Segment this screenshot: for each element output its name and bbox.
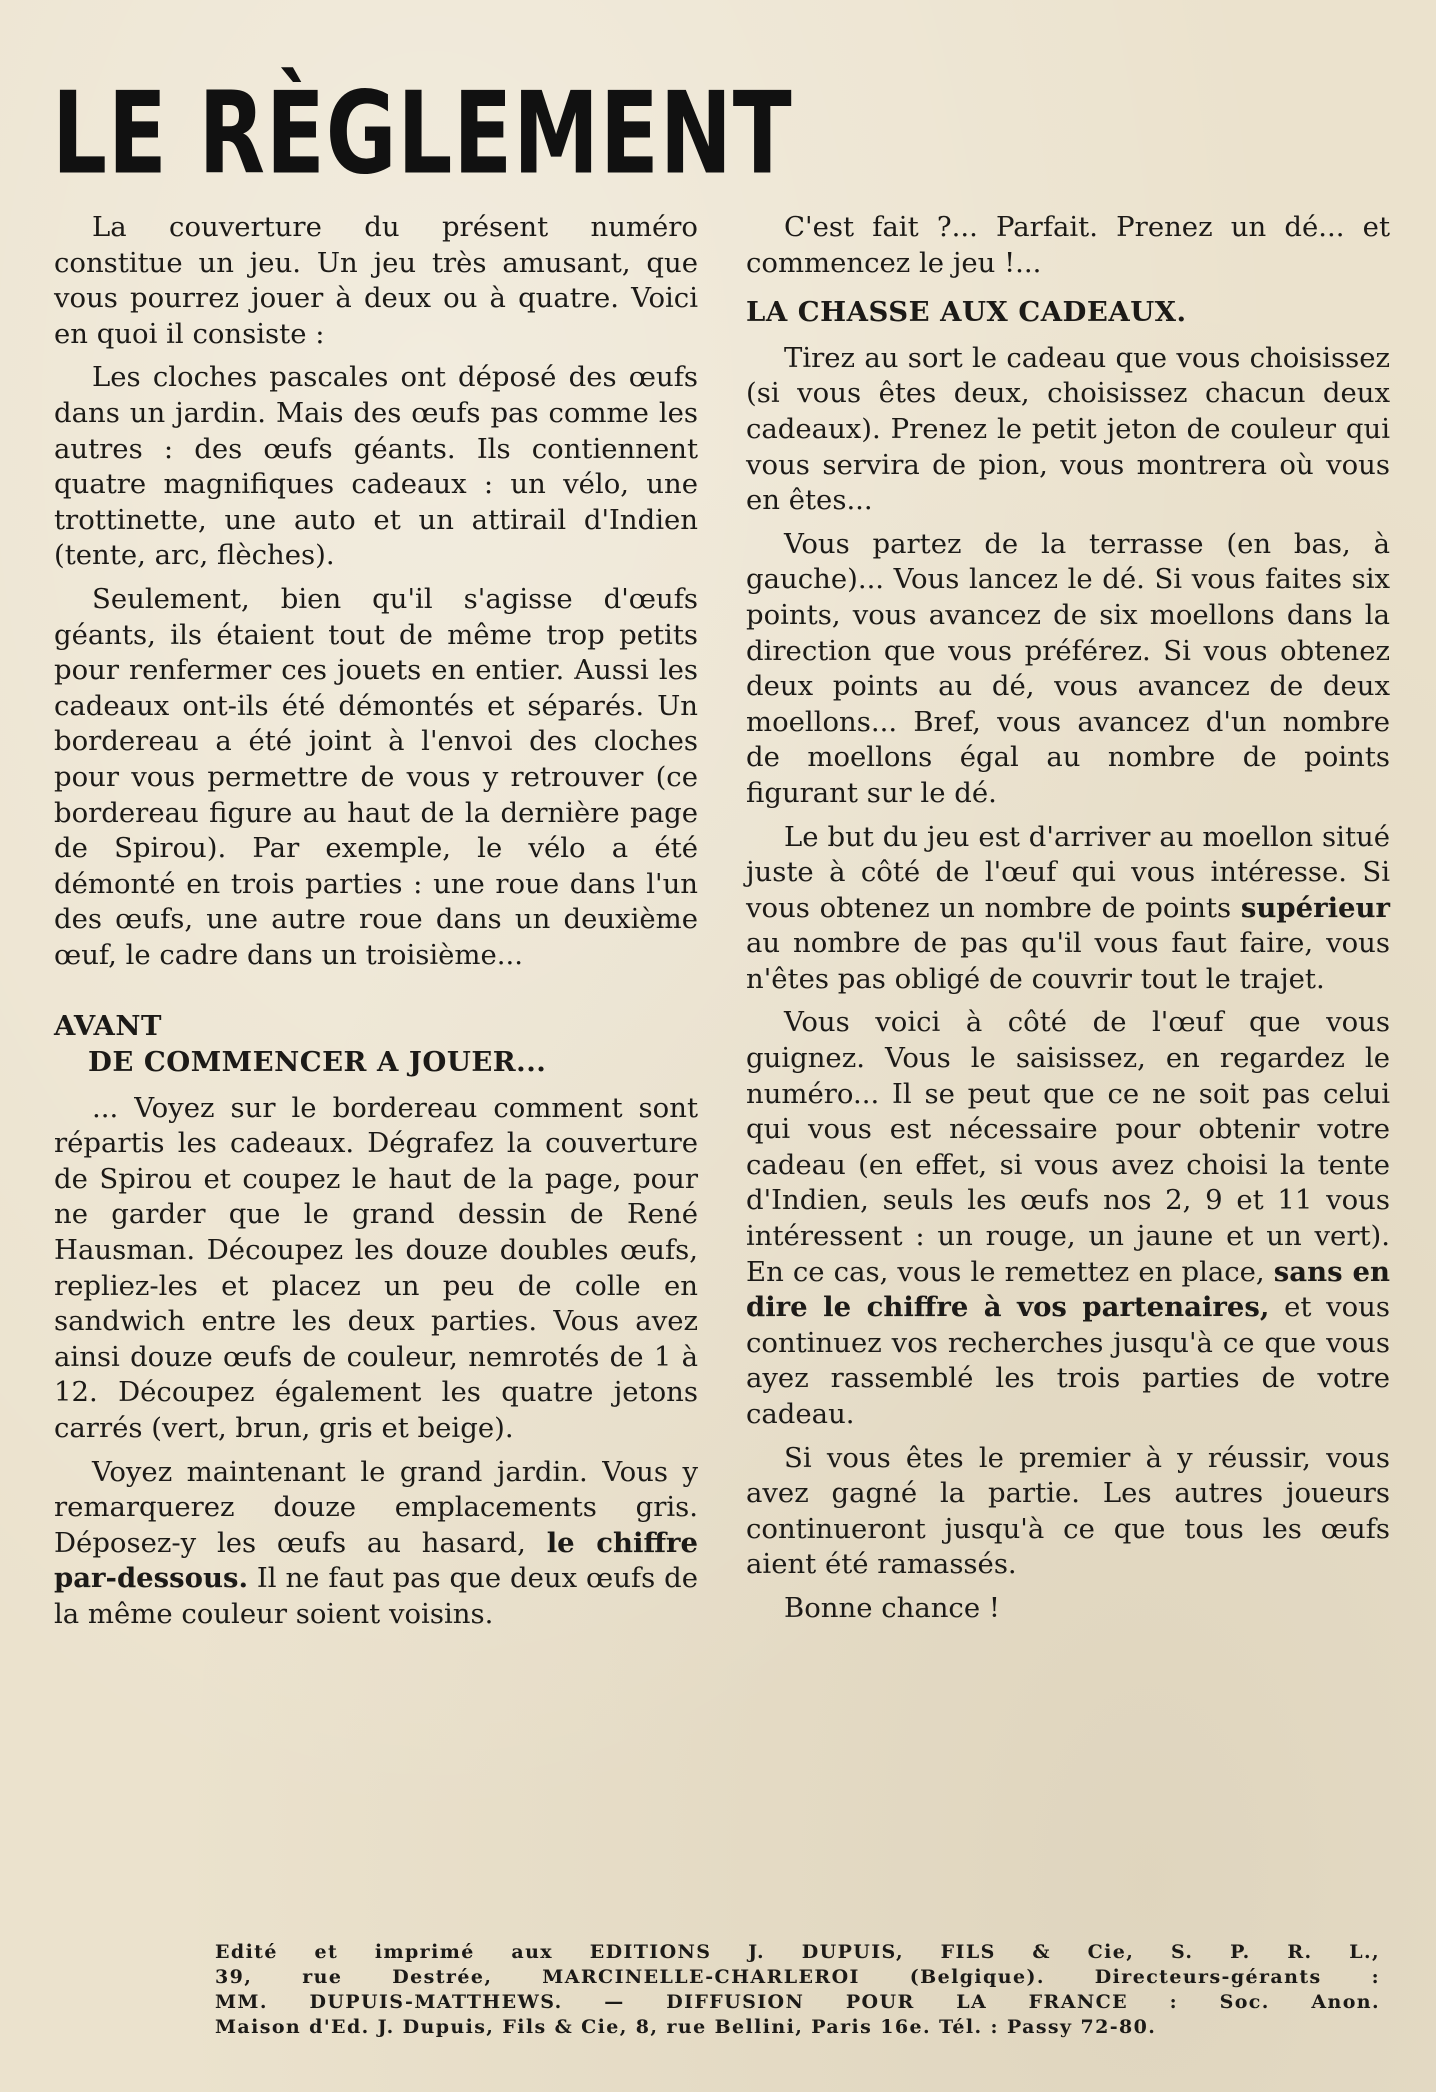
text-run: Vous voici à côté de l'œuf que vous guignez. Vous le saisissez, en regardez le numéro... Il se peut que ce ne soit pas celui qui vous est nécessaire pour obtenir votre cadeau (en effet, si vous avez choisi la tente d'Indien, seuls les œufs nos 2, 9 et 11 vous intéressent : un rouge, un jaune et un vert). En ce cas, vous le remettez en place, bbox=[746, 1006, 1390, 1288]
section-heading: LA CHASSE AUX CADEAUX. bbox=[746, 296, 1187, 329]
text-run: au nombre de pas qu'il vous faut faire, vous n'êtes pas obligé de couvrir tout le trajet. bbox=[746, 927, 1390, 995]
closing-line: Bonne chance ! bbox=[784, 1591, 1000, 1624]
left-column bbox=[54, 210, 698, 1641]
text-run: et vous continuez vos recherches jusqu'à ce que vous ayez rassemblé les trois parties de votre cadeau. bbox=[746, 1291, 1390, 1430]
paragraph: La couverture du présent numéro constitue un jeu. Un jeu très amusant, que vous pourrez jouer à deux ou à quatre. Voici en quoi il consiste : bbox=[54, 211, 698, 350]
paragraph: Tirez au sort le cadeau que vous choisissez (si vous êtes deux, choisissez chacun deux cadeaux). Prenez le petit jeton de couleur qui vous servira de pion, vous montrera où vous en êtes... bbox=[746, 341, 1390, 517]
page-title: LE RÈGLEMENT bbox=[52, 68, 793, 200]
bold-text-run: le chiffre par-dessous. bbox=[54, 1526, 699, 1595]
right-column bbox=[746, 210, 1390, 1635]
paragraph bbox=[746, 1005, 1390, 1432]
text-run: Voyez maintenant le grand jardin. Vous y remarquerez douze emplacements gris. Déposez-y les œufs au hasard, bbox=[54, 1455, 698, 1559]
section-heading-line1: AVANT bbox=[54, 1010, 162, 1043]
imprint-line: Maison d'Ed. J. Dupuis, Fils & Cie, 8, rue Bellini, Paris 16e. Tél. : Passy 72-80. bbox=[215, 2016, 1157, 2038]
bold-text-run: supérieur bbox=[1240, 891, 1390, 924]
paragraph: Seulement, bien qu'il s'agisse d'œufs géants, ils étaient tout de même trop petits pour renfermer ces jouets en entier. Aussi les cadeaux ont-ils été démontés et séparés. Un bordereau a été joint à l'envoi des cloches pour vous permettre de vous y retrouver (ce bordereau figure au haut de la dernière page de Spirou). Par exemple, le vélo a été démonté en trois parties : une roue dans l'un des œufs, une autre roue dans un deuxième œuf, le cadre dans un troisième... bbox=[54, 582, 698, 971]
paragraph bbox=[746, 820, 1390, 998]
section-heading-line2: DE COMMENCER A JOUER... bbox=[88, 1046, 547, 1079]
paragraph: Les cloches pascales ont déposé des œufs dans un jardin. Mais des œufs pas comme les autres : des œufs géants. Ils contiennent quatre magnifiques cadeaux : un vélo, une trottinette, une auto et un attirail d'Indien (tente, arc, flèches). bbox=[54, 361, 698, 572]
text-run: Le but du jeu est d'arriver au moellon situé juste à côté de l'œuf qui vous intéresse. Si vous obtenez un nombre de points bbox=[746, 820, 1390, 924]
paragraph: C'est fait ?... Parfait. Prenez un dé... et commencez le jeu !... bbox=[746, 211, 1390, 279]
paragraph: Vous partez de la terrasse (en bas, à gauche)... Vous lancez le dé. Si vous faites six points, vous avancez de six moellons dans la direction que vous préférez. Si vous obtenez deux points au dé, vous avancez de deux moellons... Bref, vous avancez d'un nombre de moellons égal au nombre de points figurant sur le dé. bbox=[746, 527, 1390, 809]
imprint-line: Edité et imprimé aux EDITIONS J. DUPUIS, FILS & Cie, S. P. R. L., bbox=[215, 1941, 1380, 1963]
paragraph: ... Voyez sur le bordereau comment sont répartis les cadeaux. Dégrafez la couverture de Spirou et coupez le haut de la page, pour ne garder que le grand dessin de René Hausman. Découpez les douze doubles œufs, repliez-les et placez un peu de colle en sandwich entre les deux parties. Vous avez ainsi douze œufs de couleur, nemrotés de 1 à 12. Découpez également les quatre jetons carrés (vert, brun, gris et beige). bbox=[54, 1091, 698, 1444]
paragraph: Si vous êtes le premier à y réussir, vous avez gagné la partie. Les autres joueurs continueront jusqu'à ce que tous les œufs aient été ramassés. bbox=[746, 1441, 1390, 1581]
publisher-imprint bbox=[215, 1940, 1380, 2040]
imprint-line: MM. DUPUIS-MATTHEWS. — DIFFUSION POUR LA FRANCE : Soc. Anon. bbox=[215, 1991, 1380, 2013]
paragraph bbox=[54, 1455, 698, 1633]
imprint-line: 39, rue Destrée, MARCINELLE-CHARLEROI (Belgique). Directeurs-gérants : bbox=[215, 1966, 1380, 1988]
text-run: Il ne faut pas que deux œufs de la même couleur soient voisins. bbox=[54, 1562, 698, 1630]
bold-text-run: sans en dire le chiffre à vos partenaires, bbox=[746, 1255, 1390, 1324]
